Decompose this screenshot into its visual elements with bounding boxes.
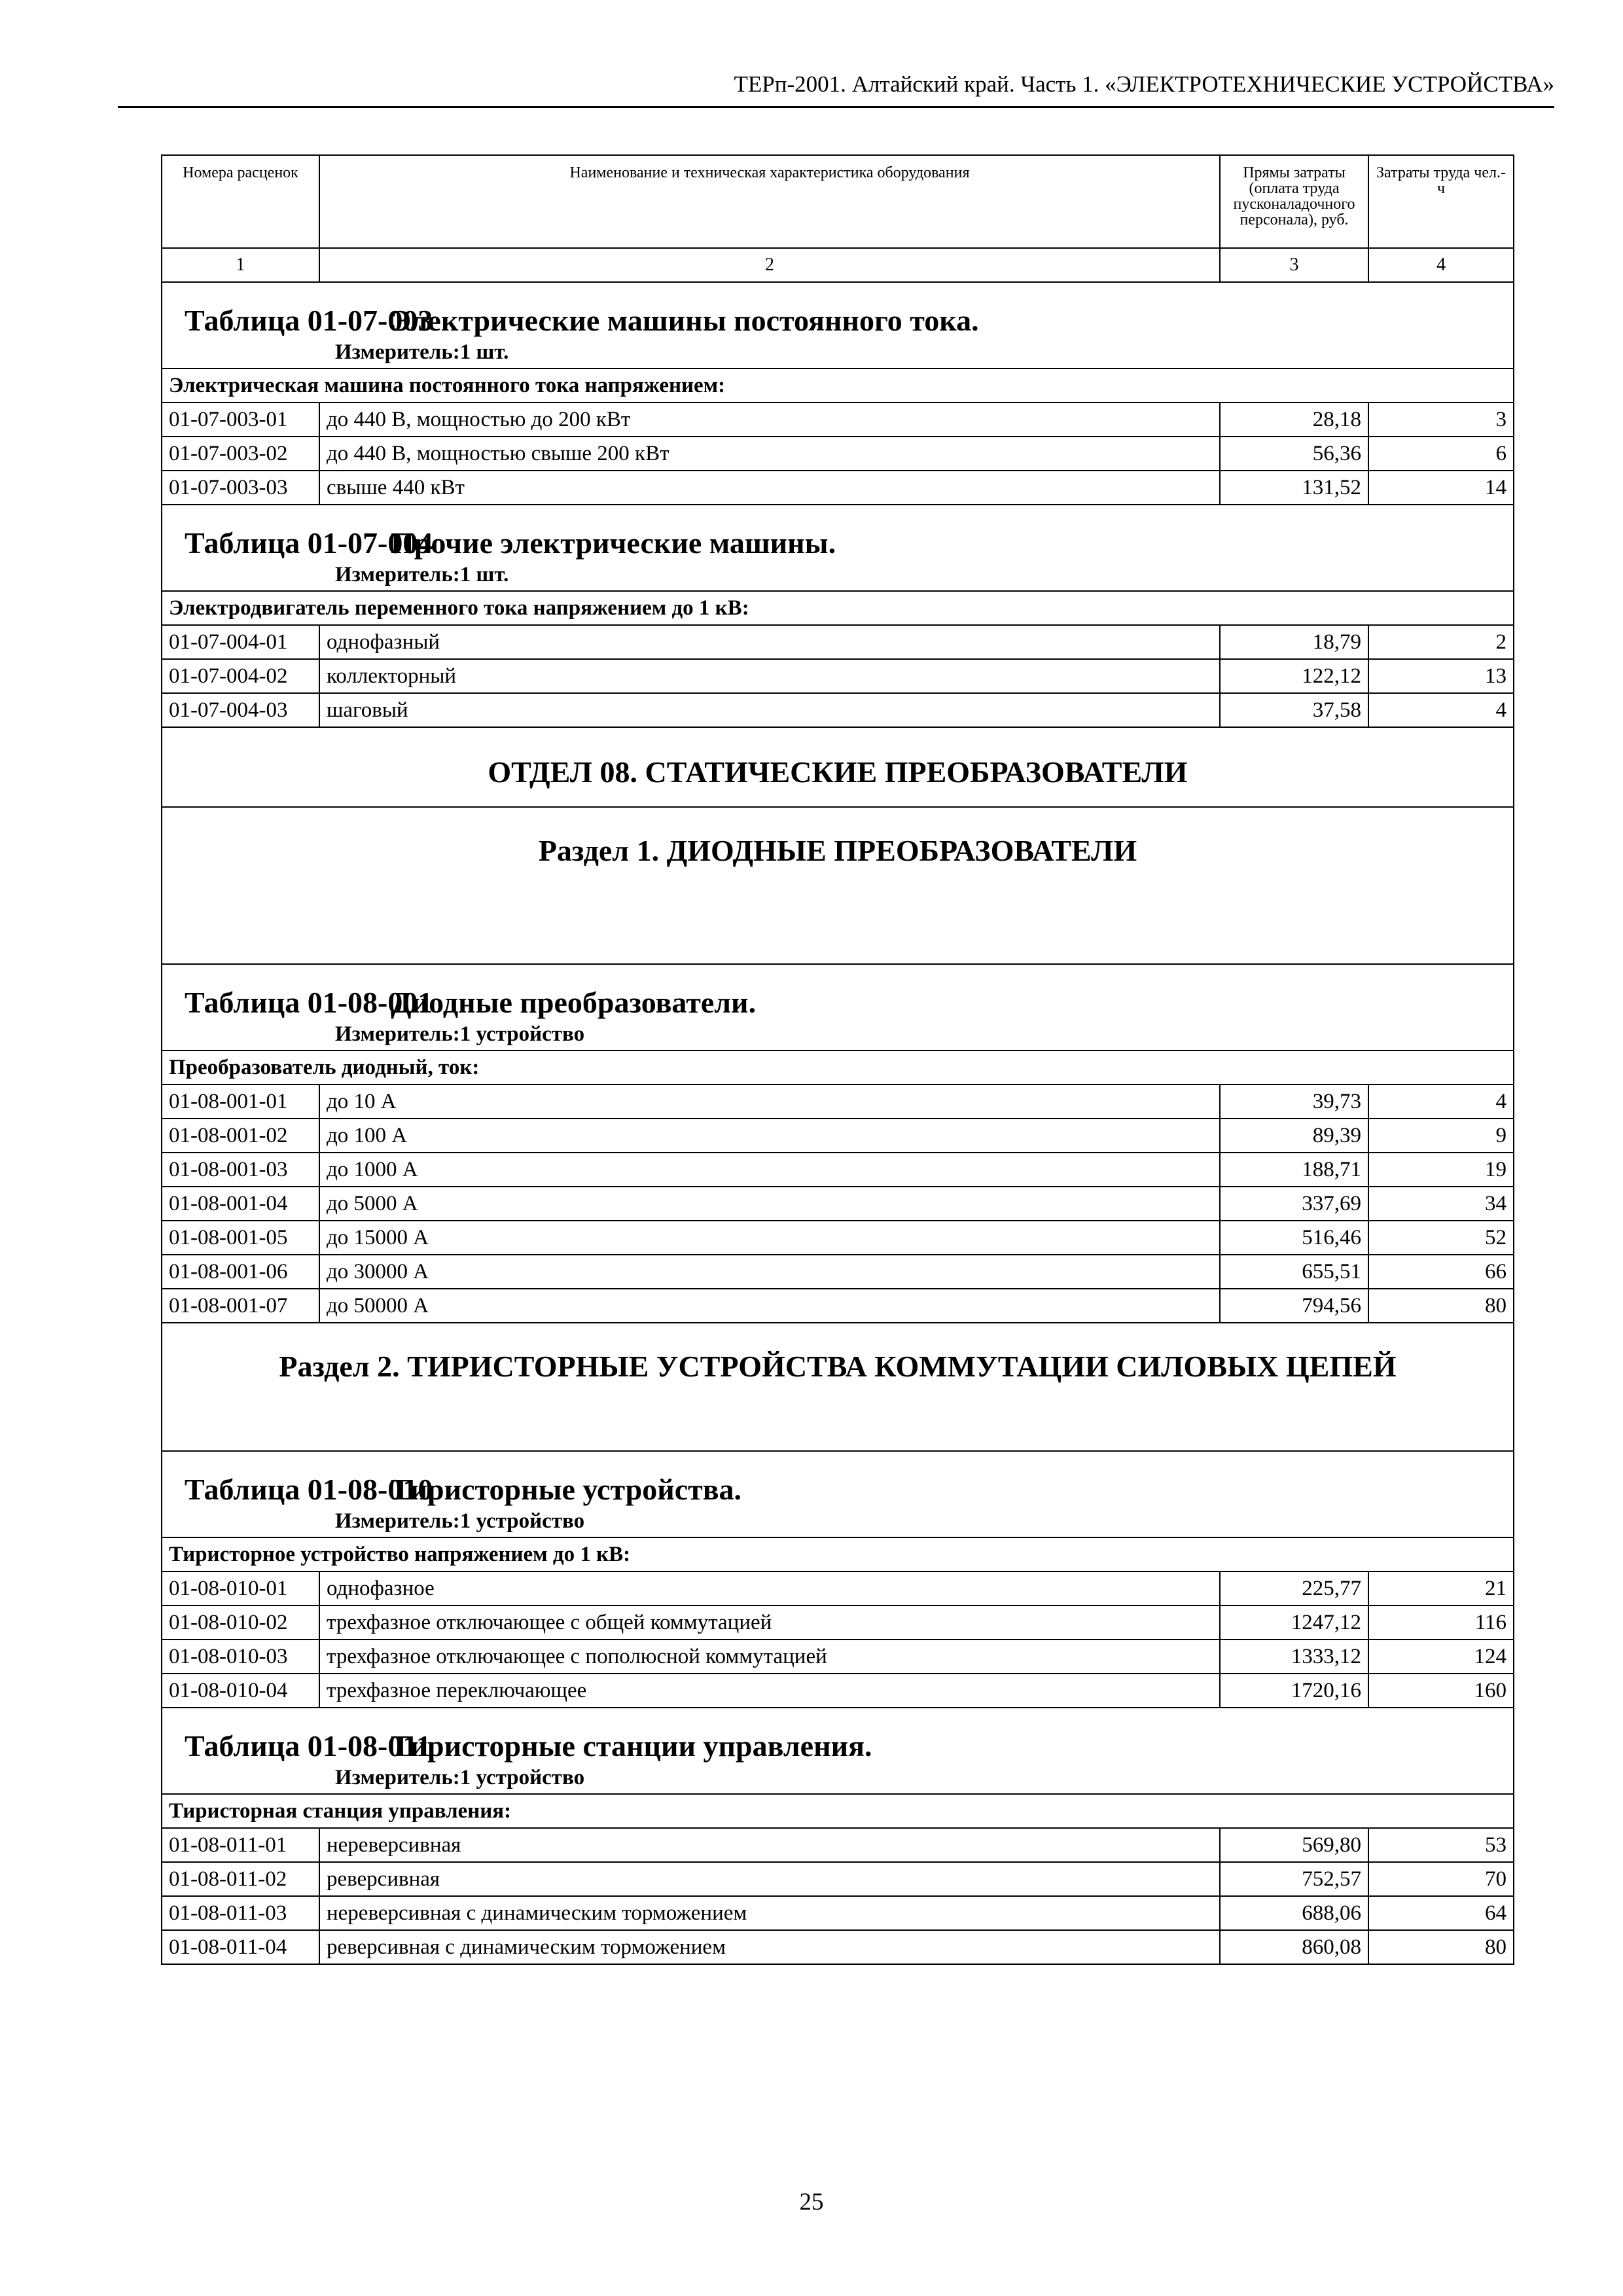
table-number: Таблица 01-07-004 <box>185 526 433 560</box>
rate-labor-hours: 160 <box>1368 1674 1514 1708</box>
table-row <box>162 1862 1514 1896</box>
column-number-3: 3 <box>1220 248 1368 282</box>
rate-direct-cost: 89,39 <box>1220 1119 1368 1153</box>
rate-labor-hours: 34 <box>1368 1187 1514 1221</box>
rate-direct-cost: 1333,12 <box>1220 1640 1368 1674</box>
table-row <box>162 1828 1514 1862</box>
table-measure-unit: Измеритель:1 устройство <box>335 1022 585 1046</box>
rate-direct-cost: 1720,16 <box>1220 1674 1368 1708</box>
rate-description: однофазное <box>319 1571 1220 1605</box>
rate-description: до 10 А <box>319 1085 1220 1119</box>
table-row <box>162 1221 1514 1255</box>
group-header: Электрическая машина постоянного тока напряжением: <box>162 368 1514 403</box>
rate-direct-cost: 188,71 <box>1220 1153 1368 1187</box>
rate-labor-hours: 64 <box>1368 1896 1514 1930</box>
rate-direct-cost: 28,18 <box>1220 403 1368 437</box>
table-row <box>162 403 1514 437</box>
rate-direct-cost: 337,69 <box>1220 1187 1368 1221</box>
rate-code: 01-08-001-03 <box>162 1153 319 1187</box>
group-header: Тиристорная станция управления: <box>162 1794 1514 1828</box>
table-name: Диодные преобразователи. <box>391 986 757 1019</box>
table-title <box>169 505 1507 562</box>
column-number-4: 4 <box>1368 248 1514 282</box>
rate-code: 01-08-001-02 <box>162 1119 319 1153</box>
section-heading-1: Раздел 1. ДИОДНЫЕ ПРЕОБРАЗОВАТЕЛИ <box>538 834 1137 867</box>
rate-code: 01-07-004-02 <box>162 659 319 693</box>
column-number-2: 2 <box>319 248 1220 282</box>
rate-code: 01-08-010-02 <box>162 1605 319 1640</box>
group-header-row <box>162 1537 1514 1571</box>
rate-description: шаговый <box>319 693 1220 727</box>
rate-labor-hours: 80 <box>1368 1930 1514 1964</box>
section-heading-1-row <box>162 807 1514 964</box>
rate-code: 01-07-004-01 <box>162 625 319 659</box>
rate-description: до 30000 А <box>319 1255 1220 1289</box>
department-heading-cell <box>162 727 1514 807</box>
table-measure-unit: Измеритель:1 шт. <box>335 340 509 364</box>
table-row <box>162 471 1514 505</box>
table-row <box>162 659 1514 693</box>
rate-code: 01-08-001-01 <box>162 1085 319 1119</box>
column-header-codes: Номера расценок <box>162 155 319 248</box>
group-header: Тиристорное устройство напряжением до 1 кВ: <box>162 1537 1514 1571</box>
rate-labor-hours: 14 <box>1368 471 1514 505</box>
table-number: Таблица 01-08-010 <box>185 1473 433 1506</box>
group-header-row <box>162 591 1514 625</box>
rate-description: реверсивная с динамическим торможением <box>319 1930 1220 1964</box>
table-name: Тиристорные станции управления. <box>391 1729 872 1763</box>
table-row <box>162 1153 1514 1187</box>
running-title: ТЕРп-2001. Алтайский край. Часть 1. «ЭЛЕКТРОТЕХНИЧЕСКИЕ УСТРОЙСТВА» <box>734 71 1554 97</box>
rate-labor-hours: 52 <box>1368 1221 1514 1255</box>
rate-direct-cost: 18,79 <box>1220 625 1368 659</box>
department-heading-row <box>162 727 1514 807</box>
group-header: Преобразователь диодный, ток: <box>162 1050 1514 1085</box>
group-header: Электродвигатель переменного тока напряжением до 1 кВ: <box>162 591 1514 625</box>
rate-labor-hours: 21 <box>1368 1571 1514 1605</box>
rate-description: нереверсивная <box>319 1828 1220 1862</box>
rate-code: 01-07-004-03 <box>162 693 319 727</box>
table-row <box>162 1289 1514 1323</box>
column-header-labor: Затраты труда чел.-ч <box>1368 155 1514 248</box>
table-row <box>162 1640 1514 1674</box>
table-name: Тиристорные устройства. <box>391 1473 742 1506</box>
rate-description: трехфазное переключающее <box>319 1674 1220 1708</box>
rate-labor-hours: 6 <box>1368 437 1514 471</box>
rate-labor-hours: 80 <box>1368 1289 1514 1323</box>
column-number-1: 1 <box>162 248 319 282</box>
rate-description: свыше 440 кВт <box>319 471 1220 505</box>
rate-labor-hours: 19 <box>1368 1153 1514 1187</box>
table-number: Таблица 01-08-001 <box>185 986 433 1019</box>
rate-description: трехфазное отключающее с пополюсной коммутацией <box>319 1640 1220 1674</box>
table-title-cell <box>162 282 1514 368</box>
rate-code: 01-08-011-01 <box>162 1828 319 1862</box>
section-heading-2-spacing <box>169 1385 1507 1450</box>
rate-labor-hours: 4 <box>1368 693 1514 727</box>
rate-code: 01-08-011-02 <box>162 1862 319 1896</box>
rate-direct-cost: 131,52 <box>1220 471 1368 505</box>
rate-code: 01-08-010-04 <box>162 1674 319 1708</box>
table-row <box>162 1674 1514 1708</box>
rate-description: до 440 В, мощностью свыше 200 кВт <box>319 437 1220 471</box>
rate-direct-cost: 860,08 <box>1220 1930 1368 1964</box>
column-number-row <box>162 248 1514 282</box>
rate-direct-cost: 655,51 <box>1220 1255 1368 1289</box>
rate-description: реверсивная <box>319 1862 1220 1896</box>
rate-labor-hours: 9 <box>1368 1119 1514 1153</box>
table-row <box>162 1571 1514 1605</box>
rate-direct-cost: 752,57 <box>1220 1862 1368 1896</box>
rate-description: до 440 В, мощностью до 200 кВт <box>319 403 1220 437</box>
rate-description: до 50000 А <box>319 1289 1220 1323</box>
table-title-row <box>162 282 1514 368</box>
table-row <box>162 1255 1514 1289</box>
department-heading: ОТДЕЛ 08. СТАТИЧЕСКИЕ ПРЕОБРАЗОВАТЕЛИ <box>488 755 1188 789</box>
rate-direct-cost: 225,77 <box>1220 1571 1368 1605</box>
rate-description: до 100 А <box>319 1119 1220 1153</box>
rate-labor-hours: 66 <box>1368 1255 1514 1289</box>
group-header-row <box>162 368 1514 403</box>
rate-labor-hours: 116 <box>1368 1605 1514 1640</box>
table-title-row <box>162 505 1514 591</box>
table-row <box>162 1605 1514 1640</box>
table-title-row <box>162 1451 1514 1537</box>
table-title <box>169 1708 1507 1765</box>
table-title <box>169 283 1507 339</box>
table-name: Электрические машины постоянного тока. <box>391 304 979 337</box>
table-title-row <box>162 1708 1514 1794</box>
rate-description: нереверсивная с динамическим торможением <box>319 1896 1220 1930</box>
rate-direct-cost: 794,56 <box>1220 1289 1368 1323</box>
rate-labor-hours: 4 <box>1368 1085 1514 1119</box>
rate-labor-hours: 70 <box>1368 1862 1514 1896</box>
table-row <box>162 693 1514 727</box>
table-title-cell <box>162 505 1514 591</box>
section-heading-2-row <box>162 1323 1514 1451</box>
table-title <box>169 1452 1507 1508</box>
section-heading-2: Раздел 2. ТИРИСТОРНЫЕ УСТРОЙСТВА КОММУТАЦИИ СИЛОВЫХ ЦЕПЕЙ <box>279 1350 1397 1383</box>
rate-description: трехфазное отключающее с общей коммутацией <box>319 1605 1220 1640</box>
rate-code: 01-07-003-01 <box>162 403 319 437</box>
rate-code: 01-08-001-05 <box>162 1221 319 1255</box>
column-header-direct-costs: Прямы затраты (оплата труда пусконаладочного персонала), руб. <box>1220 155 1368 248</box>
table-row <box>162 1085 1514 1119</box>
rate-labor-hours: 13 <box>1368 659 1514 693</box>
table-title-cell <box>162 1451 1514 1537</box>
rate-direct-cost: 516,46 <box>1220 1221 1368 1255</box>
rate-description: до 5000 А <box>319 1187 1220 1221</box>
table-title-row <box>162 964 1514 1050</box>
table-title <box>169 965 1507 1021</box>
rate-code: 01-08-010-01 <box>162 1571 319 1605</box>
rate-code: 01-08-011-03 <box>162 1896 319 1930</box>
table-name: Прочие электрические машины. <box>391 526 836 560</box>
section-heading-1-spacing <box>169 869 1507 963</box>
section-heading-1-cell <box>162 807 1514 964</box>
group-header-row <box>162 1050 1514 1085</box>
group-header-row <box>162 1794 1514 1828</box>
section-heading-2-cell <box>162 1323 1514 1451</box>
table-measure-unit: Измеритель:1 шт. <box>335 563 509 586</box>
table-number: Таблица 01-07-003 <box>185 304 433 337</box>
table-row <box>162 1896 1514 1930</box>
rate-labor-hours: 53 <box>1368 1828 1514 1862</box>
rate-labor-hours: 124 <box>1368 1640 1514 1674</box>
page-number: 25 <box>799 2189 824 2215</box>
running-header <box>118 68 1554 108</box>
rate-direct-cost: 688,06 <box>1220 1896 1368 1930</box>
table-row <box>162 1930 1514 1964</box>
rate-description: коллекторный <box>319 659 1220 693</box>
table-measure-unit: Измеритель:1 устройство <box>335 1509 585 1533</box>
table-title-cell <box>162 1708 1514 1794</box>
rate-description: однофазный <box>319 625 1220 659</box>
rate-labor-hours: 3 <box>1368 403 1514 437</box>
rate-direct-cost: 122,12 <box>1220 659 1368 693</box>
rate-code: 01-08-011-04 <box>162 1930 319 1964</box>
rate-direct-cost: 39,73 <box>1220 1085 1368 1119</box>
rate-direct-cost: 569,80 <box>1220 1828 1368 1862</box>
table-row <box>162 437 1514 471</box>
rate-code: 01-07-003-02 <box>162 437 319 471</box>
table-measure-unit: Измеритель:1 устройство <box>335 1766 585 1789</box>
rate-direct-cost: 37,58 <box>1220 693 1368 727</box>
rate-code: 01-07-003-03 <box>162 471 319 505</box>
rate-direct-cost: 1247,12 <box>1220 1605 1368 1640</box>
table-number: Таблица 01-08-011 <box>185 1729 431 1763</box>
column-header-description: Наименование и техническая характеристика оборудования <box>319 155 1220 248</box>
rates-table <box>161 154 1514 1965</box>
column-header-row <box>162 155 1514 248</box>
rate-description: до 1000 А <box>319 1153 1220 1187</box>
rate-code: 01-08-001-04 <box>162 1187 319 1221</box>
rate-code: 01-08-001-07 <box>162 1289 319 1323</box>
rate-description: до 15000 А <box>319 1221 1220 1255</box>
rate-code: 01-08-001-06 <box>162 1255 319 1289</box>
rate-direct-cost: 56,36 <box>1220 437 1368 471</box>
table-row <box>162 1187 1514 1221</box>
rate-code: 01-08-010-03 <box>162 1640 319 1674</box>
rate-labor-hours: 2 <box>1368 625 1514 659</box>
table-title-cell <box>162 964 1514 1050</box>
table-row <box>162 625 1514 659</box>
table-row <box>162 1119 1514 1153</box>
